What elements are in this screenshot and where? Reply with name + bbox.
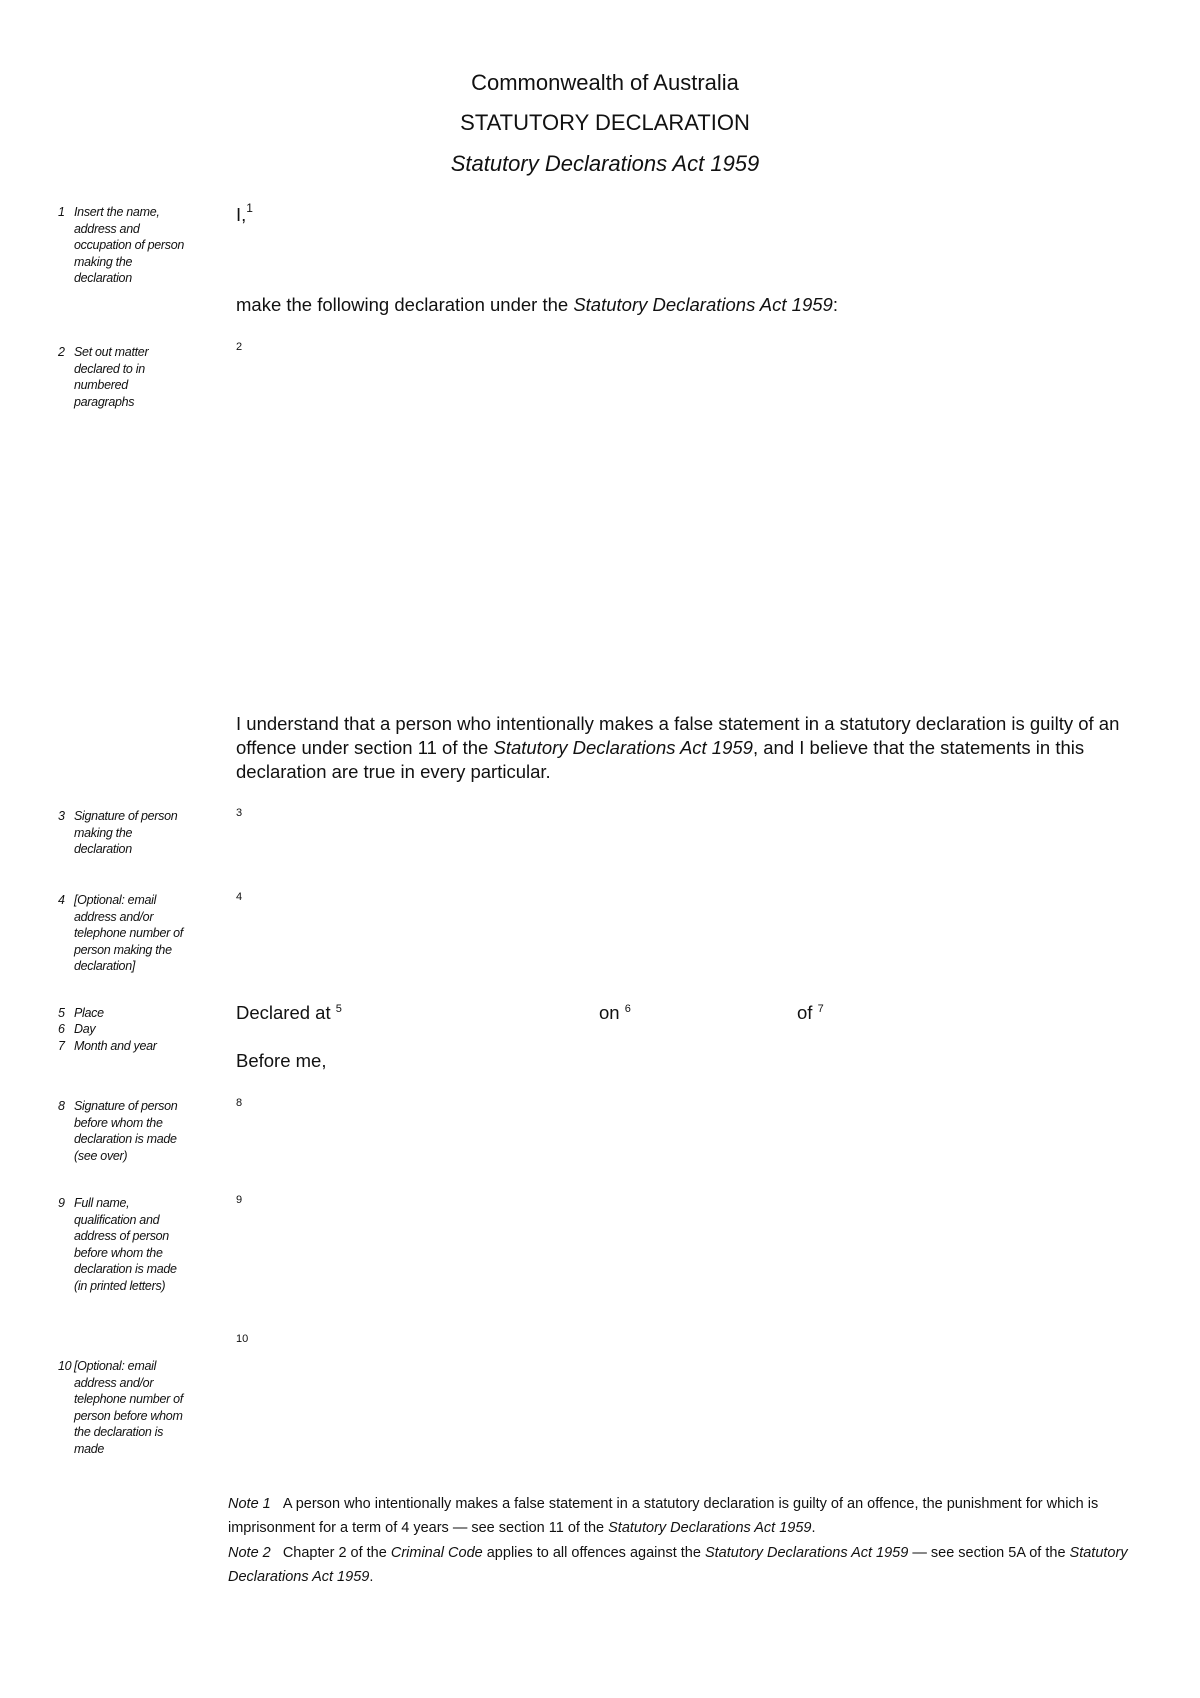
understanding-paragraph: I understand that a person who intentionally makes a false statement in a statutory declaration is guilty of an offence under section 11 of the Statutory Declarations Act 1959, and I believe that the statements in this declaration are true in every particular. <box>236 713 1120 782</box>
marker-5: 5 <box>335 1002 342 1015</box>
of-label-group <box>797 1002 824 1024</box>
marker-1: 1 <box>246 201 253 215</box>
declarant-line <box>236 203 253 226</box>
side-note-9: 9 Full name, qualification and address of person before whom the declaration is made (in printed letters) <box>58 1196 177 1293</box>
document-title: STATUTORY DECLARATION <box>460 110 750 135</box>
note-2-label: Note 2 <box>228 1545 271 1561</box>
side-note-2: 2 Set out matter declared to in numbered paragraphs <box>58 345 149 409</box>
note-1: Note 1 A person who intentionally makes a false statement in a statutory declaration is guilty of an offence, the punishment for which is imprisonment for a term of 4 years — see section 11 of the Statutory Declarations Act 1959. <box>228 1496 1099 1536</box>
note-1-label: Note 1 <box>228 1496 271 1512</box>
before-me: Before me, <box>236 1050 327 1071</box>
document-act-subtitle: Statutory Declarations Act 1959 <box>450 151 760 176</box>
document-jurisdiction: Commonwealth of Australia <box>471 70 739 95</box>
side-note-4: 4 [Optional: email address and/or telephone number of person making the declaration] <box>58 893 183 973</box>
act-name: Statutory Declarations Act 1959 <box>573 294 833 315</box>
marker-9: 9 <box>236 1194 243 1206</box>
on-label: on <box>599 1002 620 1023</box>
marker-3: 3 <box>236 807 243 819</box>
of-label: of <box>797 1002 813 1023</box>
marker-2: 2 <box>236 341 243 353</box>
declarant-prefix: I, <box>236 204 247 226</box>
marker-10: 10 <box>236 1333 249 1345</box>
side-note-5: 5 Place <box>58 1006 104 1020</box>
marker-7: 7 <box>817 1002 824 1015</box>
declared-at-line <box>236 1002 342 1024</box>
marker-6: 6 <box>624 1002 631 1015</box>
marker-8: 8 <box>236 1097 243 1109</box>
intro-statement: make the following declaration under the Statutory Declarations Act 1959: <box>236 294 838 315</box>
note-2: Note 2 Chapter 2 of the Criminal Code applies to all offences against the Statutory Declarations Act 1959 — see section 5A of the Statutory Declarations Act 1959. <box>228 1545 1128 1585</box>
side-note-3: 3 Signature of person making the declaration <box>58 809 178 856</box>
marker-4: 4 <box>236 891 243 903</box>
side-note-1: 1 Insert the name, address and occupation of person making the declaration <box>58 205 185 285</box>
side-note-10: 10 [Optional: email address and/or telephone number of person before whom the declaration is made <box>58 1359 183 1456</box>
on-label-group <box>599 1002 631 1024</box>
declared-at-label: Declared at <box>236 1002 331 1023</box>
act-name: Statutory Declarations Act 1959 <box>493 737 753 758</box>
side-note-8: 8 Signature of person before whom the declaration is made (see over) <box>58 1099 178 1163</box>
side-note-6: 6 Day <box>58 1022 96 1036</box>
side-note-7: 7 Month and year <box>58 1039 157 1053</box>
